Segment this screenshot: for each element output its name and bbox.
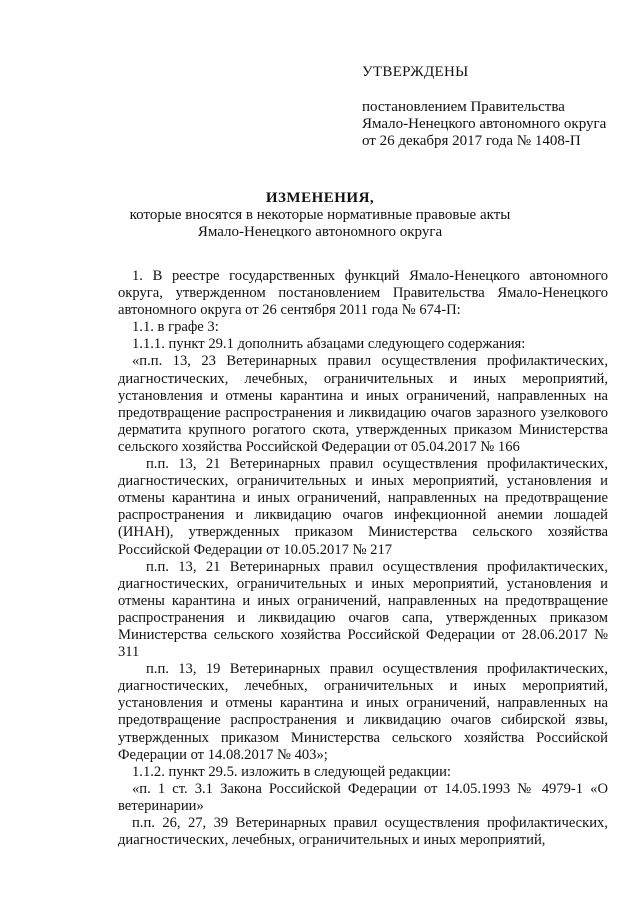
paragraph-item-1-1-1: 1.1.1. пункт 29.1 дополнить абзацами следующего содержания: (132, 336, 526, 353)
approval-line-1: постановлением Правительства (362, 99, 565, 115)
approval-heading: УТВЕРЖДЕНЫ (362, 64, 469, 80)
paragraph-item-1: 1. В реестре государственных функций Ямало-Ненецкого автономного округа, утвержденном постановлением Правительства Ямало-Ненецкого автономного округа от 26 сентября 2011 года № 674-П: (118, 268, 608, 319)
paragraph-sap: п.п. 13, 21 Ветеринарных правил осуществления профилактических, диагностических, ограничительных и иных мероприятий, установления и отмены карантина и иных ограничений, направленных на предотвращение распространения и ликвидацию очагов сапа, утвержденных приказом Министерства сельского хозяйства Российской Федерации от 28.06.2017 № 311 (118, 558, 608, 661)
paragraph-quote-dermatitis: «п.п. 13, 23 Ветеринарных правил осуществления профилактических, диагностических, лечебных, ограничительных и иных мероприятий, установления и отмены карантина и иных ограничений, направленных на предотвращение распространения и ликвидацию очагов заразного узелкового дерматита крупного рогатого скота, утвержденных приказом Министерства сельского хозяйства Российской Федерации от 05.04.2017 № 166 (118, 353, 608, 455)
title-main: ИЗМЕНЕНИЯ, (265, 190, 375, 206)
title-subtitle-1: которые вносятся в некоторые нормативные правовые акты (129, 207, 511, 223)
approval-line-3: от 26 декабря 2017 года № 1408-П (362, 133, 581, 149)
approval-line-2: Ямало-Ненецкого автономного округа (362, 116, 607, 132)
paragraph-rules-26-27-39: п.п. 26, 27, 39 Ветеринарных правил осуществления профилактических, диагностических, лечебных, ограничительных и иных мероприятий, (118, 815, 608, 849)
title-subtitle-2: Ямало-Ненецкого автономного округа (197, 224, 443, 240)
paragraph-quote-law: «п. 1 ст. 3.1 Закона Российской Федерации от 14.05.1993 № 4979-1 «О ветеринарии» (118, 780, 608, 814)
paragraph-item-1-1: 1.1. в графе 3: (132, 319, 219, 336)
paragraph-anthrax: п.п. 13, 19 Ветеринарных правил осуществления профилактических, диагностических, лечебных, ограничительных и иных мероприятий, установления и отмены карантина и иных ограничений, направленных на предотвращение распространения и ликвидацию очагов сибирской язвы, утвержденных приказом Министерства сельского хозяйства Российской Федерации от 14.08.2017 № 403»; (118, 661, 608, 763)
approval-block (362, 64, 612, 150)
paragraph-anemia: п.п. 13, 21 Ветеринарных правил осуществления профилактических, диагностических, ограничительных и иных мероприятий, установления и отмены карантина и иных ограничений, направленных на предотвращение распространения и ликвидацию очагов инфекционной анемии лошадей (ИНАН), утвержденных приказом Министерства сельского хозяйства Российской Федерации от 10.05.2017 № 217 (118, 456, 608, 558)
document-title (0, 190, 640, 241)
paragraph-item-1-1-2: 1.1.2. пункт 29.5. изложить в следующей редакции: (132, 763, 451, 780)
document-body (118, 268, 608, 849)
